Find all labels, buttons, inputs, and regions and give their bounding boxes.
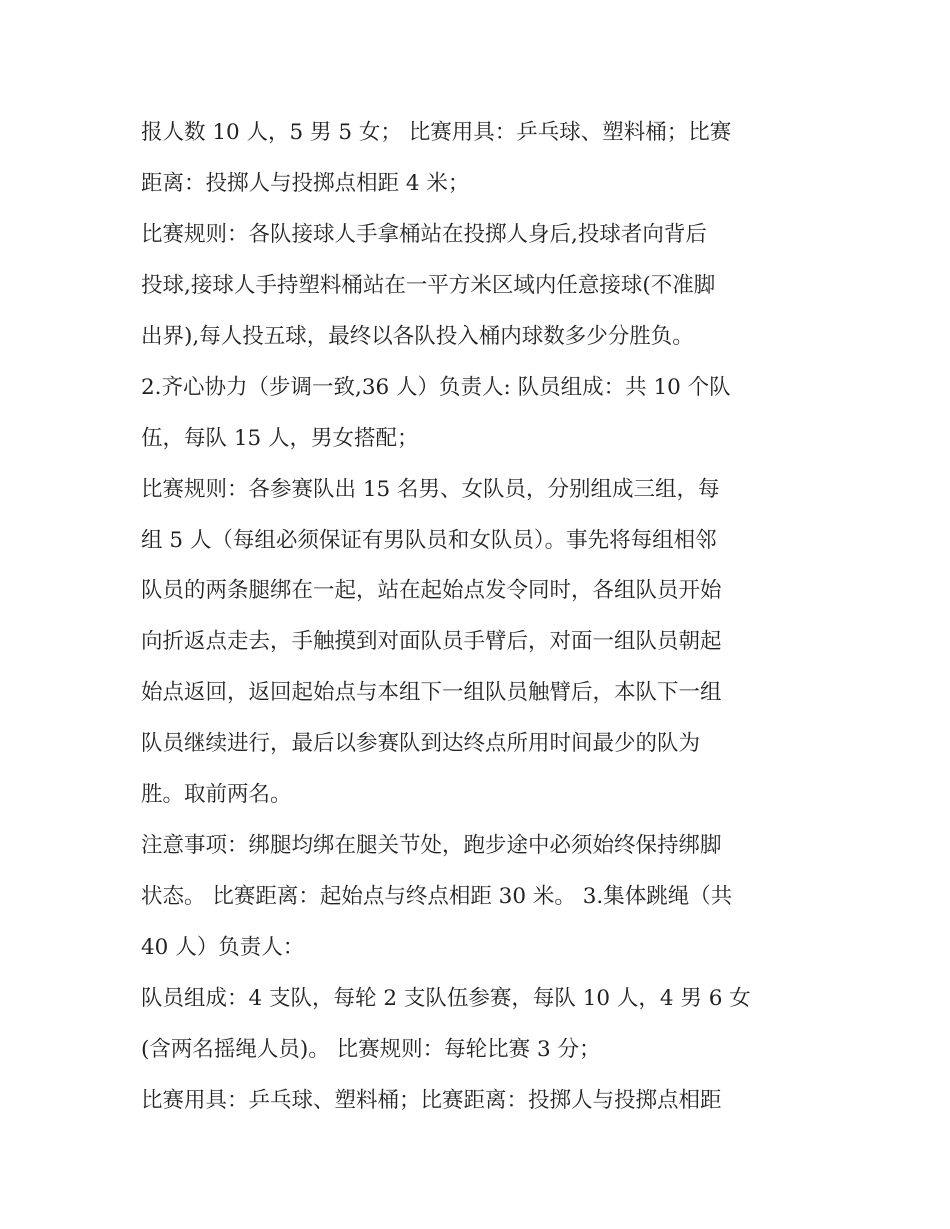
text-line: 比赛用具：乒乓球、塑料桶；比赛距离：投掷人与投掷点相距 (141, 1087, 722, 1113)
text-line: 伍，每队 15 人，男女搭配； (141, 425, 419, 451)
text-line: 40 人）负责人： (141, 935, 305, 960)
text-line: 报人数 10 人，5 男 5 女； 比赛用具：乒乓球、塑料桶；比赛 (141, 120, 732, 145)
text-line: 向折返点走去，手触摸到对面队员手臂后，对面一组队员朝起 (141, 629, 722, 655)
text-line: (含两名摇绳人员)。 比赛规则：每轮比赛 3 分； (141, 1036, 601, 1062)
text-line: 组 5 人（每组必须保证有男队员和女队员）。事先将每组相邻 (141, 527, 717, 553)
text-line: 胜。取前两名。 (141, 782, 292, 808)
text-line: 队员的两条腿绑在一起，站在起始点发令同时，各组队员开始 (141, 578, 722, 604)
document-body (141, 108, 821, 1127)
text-line: 注意事项：绑腿均绑在腿关节处，跑步途中必须始终保持绑脚 (141, 833, 722, 859)
text-line: 比赛规则：各队接球人手拿桶站在投掷人身后,投球者向背后 (141, 221, 707, 247)
text-line: 2.齐心协力（步调一致,36 人）负责人: 队员组成：共 10 个队 (141, 374, 731, 400)
text-line: 状态。 比赛距离：起始点与终点相距 30 米。 3.集体跳绳（共 (141, 884, 733, 910)
text-line: 始点返回，返回起始点与本组下一组队员触臂后，本队下一组 (141, 680, 722, 706)
text-line: 队员组成：4 支队，每轮 2 支队伍参赛，每队 10 人，4 男 6 女 (141, 985, 751, 1011)
text-line: 队员继续进行，最后以参赛队到达终点所用时间最少的队为 (141, 731, 701, 757)
text-line: 距离：投掷人与投掷点相距 4 米； (141, 170, 470, 196)
text-line: 出界),每人投五球，最终以各队投入桶内球数多少分胜负。 (141, 323, 694, 349)
text-line: 投球,接球人手持塑料桶站在一平方米区域内任意接球(不准脚 (141, 272, 716, 298)
text-line: 比赛规则：各参赛队出 15 名男、女队员，分别组成三组，每 (141, 476, 720, 502)
